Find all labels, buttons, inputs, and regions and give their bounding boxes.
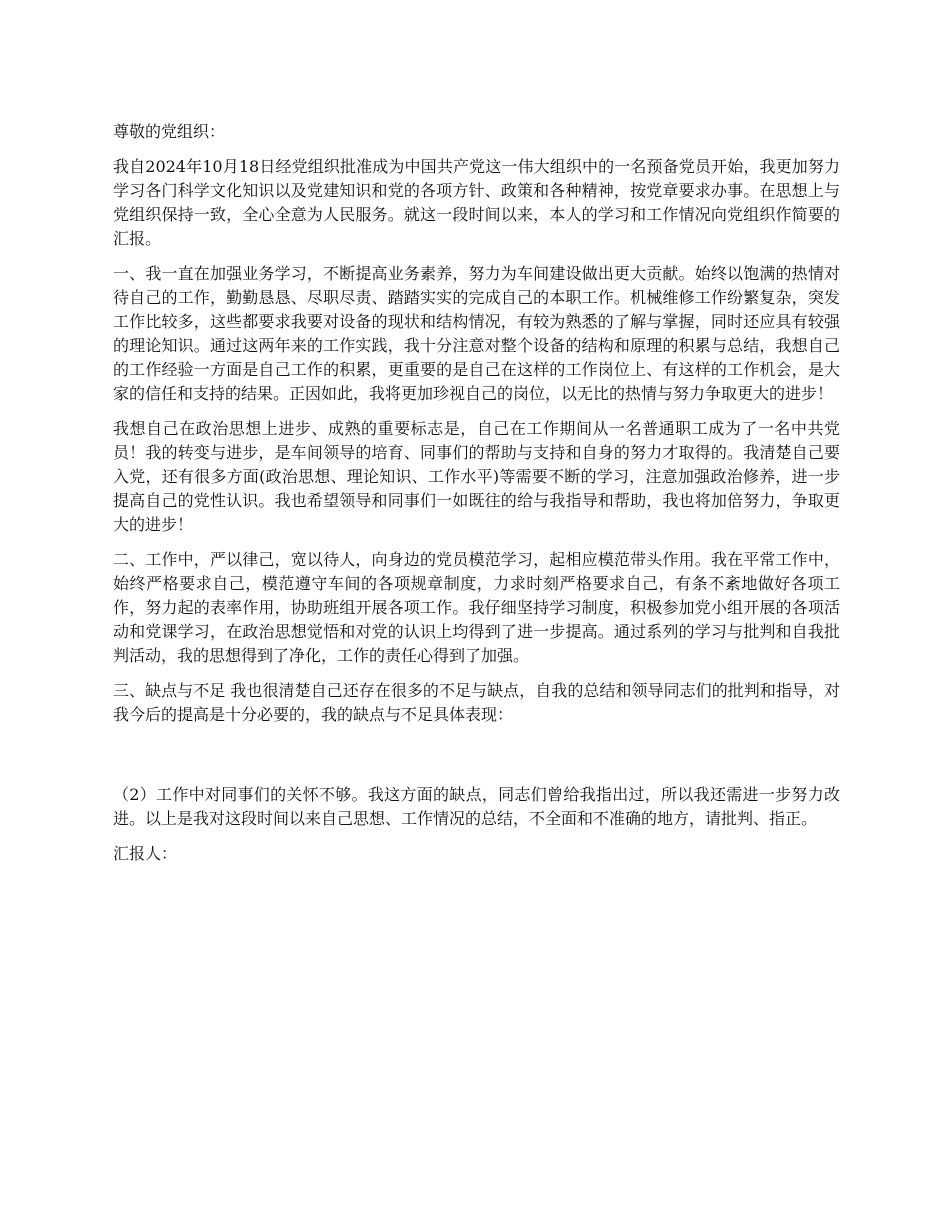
paragraph-political-progress: 我想自己在政治思想上进步、成熟的重要标志是，自己在工作期间从一名普通职工成为了一名中共党员！我的转变与进步，是车间领导的培育、同事们的帮助与支持和自身的努力才取得的。我清楚自己要入党，还有很多方面(政治思想、理论知识、工作水平)等需要不断的学习，注意加强政治修养，进一步提高自己的党性认识。我也希望领导和同事们一如既往的给与我指导和帮助，我也将加倍努力，争取更大的进步！ (113, 419, 840, 534)
paragraph-closing: （2）工作中对同事们的关怀不够。我这方面的缺点，同志们曾给我指出过，所以我还需进一步努力改进。以上是我对这段时间以来自己思想、工作情况的总结，不全面和不准确的地方，请批判、指正。 (113, 785, 840, 828)
paragraph-section-three: 三、缺点与不足 我也很清楚自己还存在很多的不足与缺点，自我的总结和领导同志们的批判和指导，对我今后的提高是十分必要的，我的缺点与不足具体表现： (113, 681, 840, 724)
document-page (113, 120, 840, 877)
paragraph-intro: 我自2024年10月18日经党组织批准成为中国共产党这一伟大组织中的一名预备党员开始，我更加努力学习各门科学文化知识以及党建知识和党的各项方针、政策和各种精神，按党章要求办事。在思想上与党组织保持一致，全心全意为人民服务。就这一段时间以来，本人的学习和工作情况向党组织作简要的汇报。 (113, 157, 840, 248)
blank-space (113, 738, 840, 783)
paragraph-section-one: 一、我一直在加强业务学习，不断提高业务素养，努力为车间建设做出更大贡献。始终以饱满的热情对待自己的工作，勤勤恳恳、尽职尽责、踏踏实实的完成自己的本职工作。机械维修工作纷繁复杂，突发工作比较多，这些都要求我要对设备的现状和结构情况，有较为熟悉的了解与掌握，同时还应具有较强的理论知识。通过这两年来的工作实践，我十分注意对整个设备的结构和原理的积累与总结，我想自己的工作经验一方面是自己工作的积累，更重要的是自己在这样的工作岗位上、有这样的工作机会，是大家的信任和支持的结果。正因如此，我将更加珍视自己的岗位，以无比的热情与努力争取更大的进步！ (113, 264, 840, 403)
signature-label: 汇报人： (113, 844, 178, 863)
salutation: 尊敬的党组织： (113, 122, 226, 141)
paragraph-section-two: 二、工作中，严以律己，宽以待人，向身边的党员模范学习，起相应模范带头作用。我在平常工作中，始终严格要求自己，模范遵守车间的各项规章制度，力求时刻严格要求自己，有条不紊地做好各项工作，努力起的表率作用，协助班组开展各项工作。我仔细坚持学习制度，积极参加党小组开展的各项活动和党课学习，在政治思想觉悟和对党的认识上均得到了进一步提高。通过系列的学习与批判和自我批判活动，我的思想得到了净化，工作的责任心得到了加强。 (113, 550, 840, 665)
